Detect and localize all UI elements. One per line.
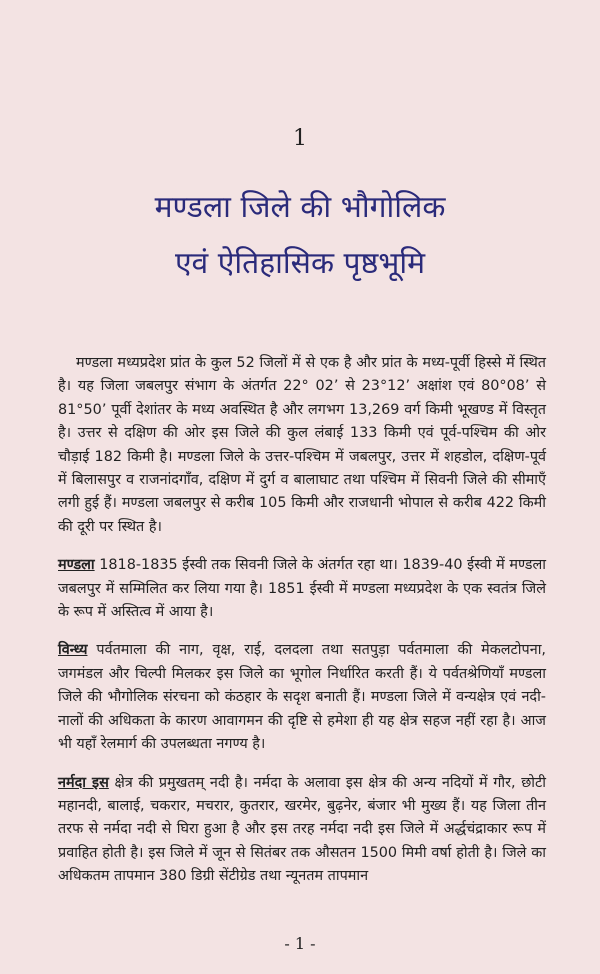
paragraph-text: क्षेत्र की प्रमुखतम् नदी है। नर्मदा के अलावा इस क्षेत्र की अन्य नदियों में गौर, छोटी महानदी, बालाई, चकरार, मचरार, कुतरार, खरमेर, बुढ़नेर, बंजार भी मुख्य हैं। यह जिला तीन तरफ से नर्मदा नदी से घिरा हुआ है और इस तरह नर्मदा नदी इस जिले में अर्द्धचंद्राकार रूप में प्रवाहित होती है। इस जिले में जून से सितंबर तक औसतन 1500 मिमी वर्षा होती है। जिले का अधिकतम तापमान 380 डिग्री सेंटीग्रेड तथा न्यूनतम तापमान — [58, 774, 546, 885]
body-text — [58, 352, 546, 904]
chapter-title — [0, 180, 600, 292]
paragraph-narmada — [58, 772, 546, 889]
paragraph-text: 1818-1835 ईस्वी तक सिवनी जिले के अंतर्गत रहा था। 1839-40 ईस्वी में मण्डला जबलपुर में सम्मिलित कर लिया गया है। 1851 ईस्वी में मण्डला मध्यप्रदेश के एक स्वतंत्र जिले के रूप में अस्तित्व में आया है। — [58, 557, 546, 621]
paragraph-keyword: विन्ध्य — [58, 642, 88, 659]
chapter-title-line-2: एवं ऐतिहासिक पृष्ठभूमि — [174, 246, 426, 281]
paragraph-keyword: नर्मदा इस — [58, 774, 109, 791]
paragraph-intro — [58, 352, 546, 539]
chapter-title-line-1: मण्डला जिले की भौगोलिक — [154, 190, 446, 225]
paragraph-text: पर्वतमाला की नाग, वृक्ष, राई, दलदला तथा सतपुड़ा पर्वतमाला की मेकलटोपना, जगमंडल और चिल्पी मिलकर इस जिले का भूगोल निर्धारित करती हैं। ये पर्वतश्रेणियाँ मण्डला जिले की भौगोलिक संरचना को कंठहार के सदृश बनाती हैं। मण्डला जिले में वन्यक्षेत्र एवं नदी-नालों की अधिकता के कारण आवागमन की दृष्टि से हमेशा ही यह क्षेत्र सहज नहीं रहा है। आज भी यहाँ रेलमार्ग की उपलब्धता नगण्य है। — [58, 642, 546, 753]
page-number: - 1 - — [284, 934, 316, 953]
paragraph-vindhya — [58, 639, 546, 756]
paragraph-keyword: मण्डला — [58, 557, 95, 574]
chapter-number: 1 — [293, 126, 307, 151]
paragraph-mandla — [58, 554, 546, 624]
paragraph-text: मण्डला मध्यप्रदेश प्रांत के कुल 52 जिलों में से एक है और प्रांत के मध्य-पूर्वी हिस्से में स्थित है। यह जिला जबलपुर संभाग के अंतर्गत 22° 02’ से 23°12’ अक्षांश एवं 80°08’ से 81°50’ पूर्वी देशांतर के मध्य अवस्थित है और लगभग 13,269 वर्ग किमी भूखण्ड में विस्तृत है। उत्तर से दक्षिण की ओर इस जिले की कुल लंबाई 133 किमी एवं पूर्व-पश्चिम की ओर चौड़ाई 182 किमी है। मण्डला जिले के उत्तर-पश्चिम में जबलपुर, उत्तर में शहडोल, दक्षिण-पूर्व में बिलासपुर व राजनांदगाँव, दक्षिण में दुर्ग व बालाघाट तथा पश्चिम में सिवनी जिले की सीमाएँ लगी हुई हैं। मण्डला जबलपुर से करीब 105 किमी और राजधानी भोपाल से करीब 422 किमी की दूरी पर स्थित है। — [58, 355, 546, 535]
